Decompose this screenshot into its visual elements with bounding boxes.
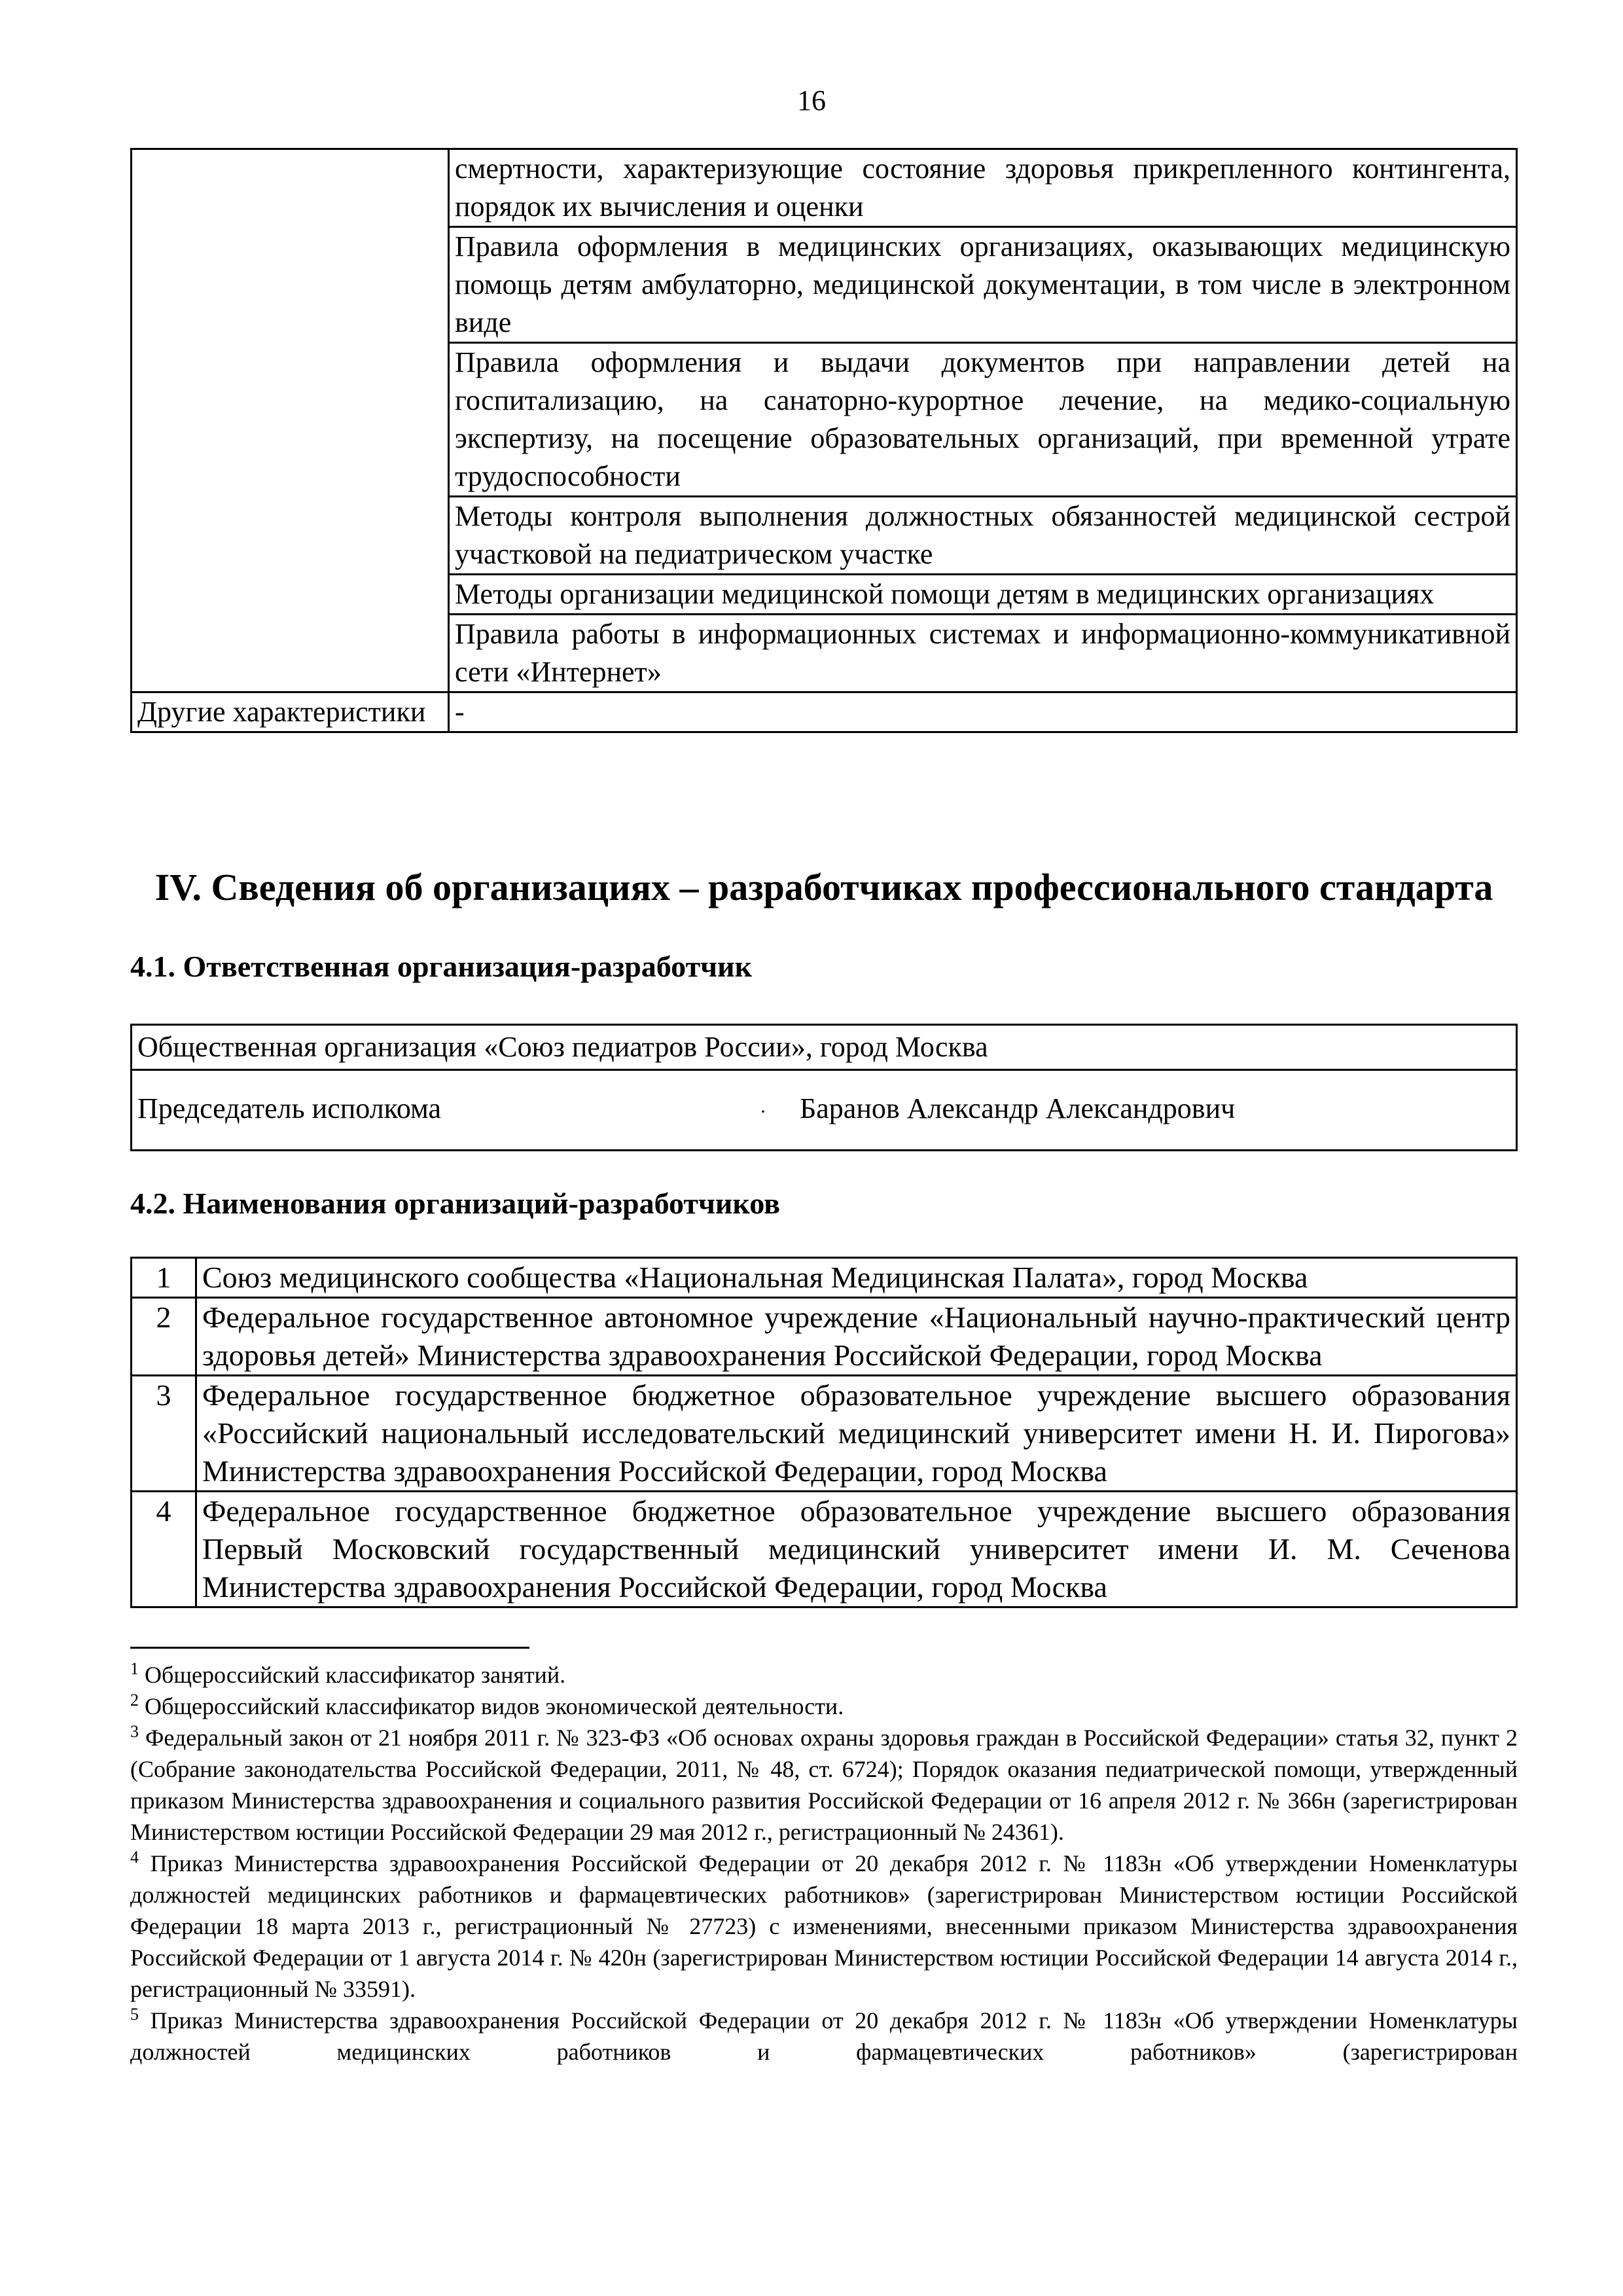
knowledge-item: Правила оформления в медицинских организациях, оказывающих медицинскую помощь детям амбулаторно, медицинской документации, в том числе в электронном виде xyxy=(449,227,1517,343)
developer-name: Союз медицинского сообщества «Национальная Медицинская Палата», город Москва xyxy=(196,1258,1517,1298)
table-row xyxy=(132,1258,1517,1298)
developer-name: Федеральное государственное автономное учреждение «Национальный научно-практический центр здоровья детей» Министерства здравоохранения Российской Федерации, город Москва xyxy=(196,1298,1517,1376)
developer-name: Федеральное государственное бюджетное образовательное учреждение высшего образования Первый Московский государственный медицинский университет имени И. М. Сеченова Министерства здравоохранения Российской Федерации, город Москва xyxy=(196,1492,1517,1607)
responsible-org-heading: 4.1. Ответственная организация-разработчик xyxy=(130,950,753,983)
chair-name: Баранов Александр Александрович xyxy=(800,1092,1236,1124)
developer-number: 1 xyxy=(132,1258,196,1298)
chair-title: Председатель исполкома xyxy=(137,1092,442,1124)
knowledge-item: смертности, характеризующие состояние здоровья прикрепленного контингента, порядок их вычисления и оценки xyxy=(449,149,1517,227)
knowledge-label-cell xyxy=(132,149,449,692)
table-row xyxy=(132,1025,1517,1070)
developer-name: Федеральное государственное бюджетное образовательное учреждение высшего образования «Российский национальный исследовательский медицинский университет имени Н. И. Пирогова» Министерства здравоохранения Российской Федерации, город Москва xyxy=(196,1376,1517,1492)
developers-table xyxy=(130,1257,1518,1608)
footnote xyxy=(130,1691,1518,1722)
table-row xyxy=(132,149,1517,227)
developer-number: 3 xyxy=(132,1376,196,1492)
footnote-mark: 1 xyxy=(130,1659,139,1678)
footnote xyxy=(130,1659,1518,1691)
page-number: 16 xyxy=(797,84,826,117)
other-characteristics-label: Другие характеристики xyxy=(132,692,449,732)
footnote-mark: 2 xyxy=(130,1691,139,1710)
chair-cell xyxy=(132,1070,1517,1151)
developers-heading: 4.2. Наименования организаций-разработчиков xyxy=(130,1187,780,1220)
table-row xyxy=(132,1492,1517,1607)
table-row xyxy=(132,1298,1517,1376)
responsible-org-table xyxy=(130,1024,1518,1151)
knowledge-item: Правила оформления и выдачи документов при направлении детей на госпитализацию, на санаторно-курортное лечение, на медико-социальную экспертизу, на посещение образовательных организаций, при временной утрате трудоспособности xyxy=(449,343,1517,497)
developer-number: 2 xyxy=(132,1298,196,1376)
table-row xyxy=(132,1070,1517,1151)
footnote-text: Приказ Министерства здравоохранения Российской Федерации от 20 декабря 2012 г. № 1183н «Об утверждении Номенклатуры должностей медицинских работников и фармацевтических работников» (зарегистрирован xyxy=(130,2007,1518,2065)
footnote-mark: 4 xyxy=(130,1848,139,1867)
footnote-text: Федеральный закон от 21 ноября 2011 г. № 323-ФЗ «Об основах охраны здоровья граждан в Российской Федерации» статья 32, пункт 2 (Собрание законодательства Российской Федерации, 2011, № 48, ст. 6724); Порядок оказания педиатрической помощи, утвержденный приказом Министерства здравоохранения и социального развития Российской Федерации от 16 апреля 2012 г. № 366н (зарегистрирован Министерством юстиции Российской Федерации 29 мая 2012 г., регистрационный № 24361). xyxy=(130,1725,1518,1845)
knowledge-item: Методы контроля выполнения должностных обязанностей медицинской сестрой участковой на педиатрическом участке xyxy=(449,497,1517,575)
other-characteristics-value: - xyxy=(449,692,1517,732)
table-row xyxy=(132,1376,1517,1492)
footnote-divider xyxy=(130,1647,529,1649)
section-title: IV. Сведения об организациях – разработчиках профессионального стандарта xyxy=(154,866,1493,908)
footnote-mark: 5 xyxy=(130,2005,139,2024)
footnote xyxy=(130,2005,1518,2068)
footnote-text: Общероссийский классификатор занятий. xyxy=(139,1662,566,1688)
developer-number: 4 xyxy=(132,1492,196,1607)
responsible-org-name: Общественная организация «Союз педиатров России», город Москва xyxy=(132,1025,1517,1070)
footnote xyxy=(130,1848,1518,2005)
knowledge-item: Методы организации медицинской помощи детям в медицинских организациях xyxy=(449,575,1517,615)
chair-mark: · xyxy=(760,1100,766,1122)
footnotes xyxy=(130,1659,1518,2068)
knowledge-item: Правила работы в информационных системах и информационно-коммуникативной сети «Интернет» xyxy=(449,615,1517,692)
footnote-mark: 3 xyxy=(130,1722,139,1741)
table-row xyxy=(132,692,1517,732)
footnote xyxy=(130,1722,1518,1848)
footnote-text: Приказ Министерства здравоохранения Российской Федерации от 20 декабря 2012 г. № 1183н «Об утверждении Номенклатуры должностей медицинских работников и фармацевтических работников» (зарегистрирован Министерством юстиции Российской Федерации 18 марта 2013 г., регистрационный № 27723) с изменениями, внесенными приказом Министерства здравоохранения Российской Федерации от 1 августа 2014 г. № 420н (зарегистрирован Министерством юстиции Российской Федерации 14 августа 2014 г., регистрационный № 33591). xyxy=(130,1850,1518,2002)
knowledge-table xyxy=(130,148,1518,733)
footnote-text: Общероссийский классификатор видов экономической деятельности. xyxy=(139,1693,844,1719)
